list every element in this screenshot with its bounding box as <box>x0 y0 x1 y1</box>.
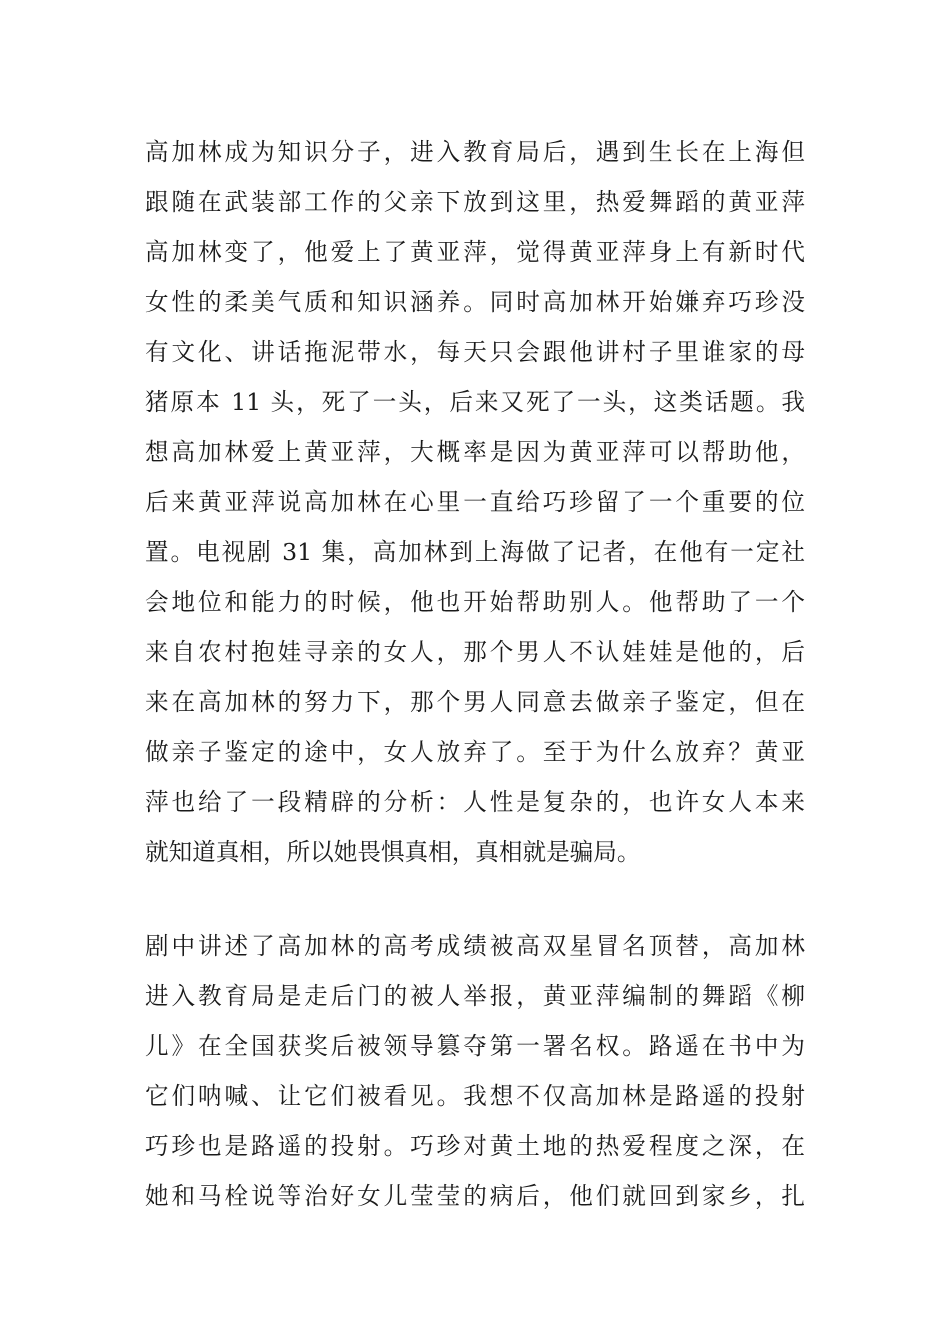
text-line: 来自农村抱娃寻亲的女人，那个男人不认娃娃是他的，后 <box>145 638 805 666</box>
text-line: 高加林成为知识分子，进入教育局后，遇到生长在上海但 <box>145 138 805 166</box>
text-line: 猪原本 11 头，死了一头，后来又死了一头，这类话题。我 <box>145 388 805 416</box>
text-line: 萍也给了一段精辟的分析：人性是复杂的，也许女人本来 <box>145 788 805 816</box>
text-line: 她和马栓说等治好女儿莹莹的病后，他们就回到家乡，扎 <box>145 1182 805 1210</box>
text-line: 跟随在武装部工作的父亲下放到这里，热爱舞蹈的黄亚萍 <box>145 188 805 216</box>
text-line: 来在高加林的努力下，那个男人同意去做亲子鉴定，但在 <box>145 688 805 716</box>
text-line: 女性的柔美气质和知识涵养。同时高加林开始嫌弃巧珍没 <box>145 288 805 316</box>
text-line: 高加林变了，他爱上了黄亚萍，觉得黄亚萍身上有新时代 <box>145 238 805 266</box>
text-line: 会地位和能力的时候，他也开始帮助别人。他帮助了一个 <box>145 588 805 616</box>
text-line: 儿》在全国获奖后被领导篡夺第一署名权。路遥在书中为 <box>145 1032 805 1060</box>
text-line: 它们呐喊、让它们被看见。我想不仅高加林是路遥的投射 <box>145 1082 805 1110</box>
text-line: 想高加林爱上黄亚萍，大概率是因为黄亚萍可以帮助他， <box>145 438 805 466</box>
text-line: 做亲子鉴定的途中，女人放弃了。至于为什么放弃？黄亚 <box>145 738 805 766</box>
text-line: 有文化、讲话拖泥带水，每天只会跟他讲村子里谁家的母 <box>145 338 805 366</box>
text-line: 后来黄亚萍说高加林在心里一直给巧珍留了一个重要的位 <box>145 488 805 516</box>
text-line: 置。电视剧 31 集，高加林到上海做了记者，在他有一定社 <box>145 538 805 566</box>
text-line: 剧中讲述了高加林的高考成绩被高双星冒名顶替，高加林 <box>145 932 805 960</box>
text-line: 巧珍也是路遥的投射。巧珍对黄土地的热爱程度之深，在 <box>145 1132 805 1160</box>
text-line: 就知道真相，所以她畏惧真相，真相就是骗局。 <box>145 838 641 866</box>
text-line: 进入教育局是走后门的被人举报，黄亚萍编制的舞蹈《柳 <box>145 982 805 1010</box>
